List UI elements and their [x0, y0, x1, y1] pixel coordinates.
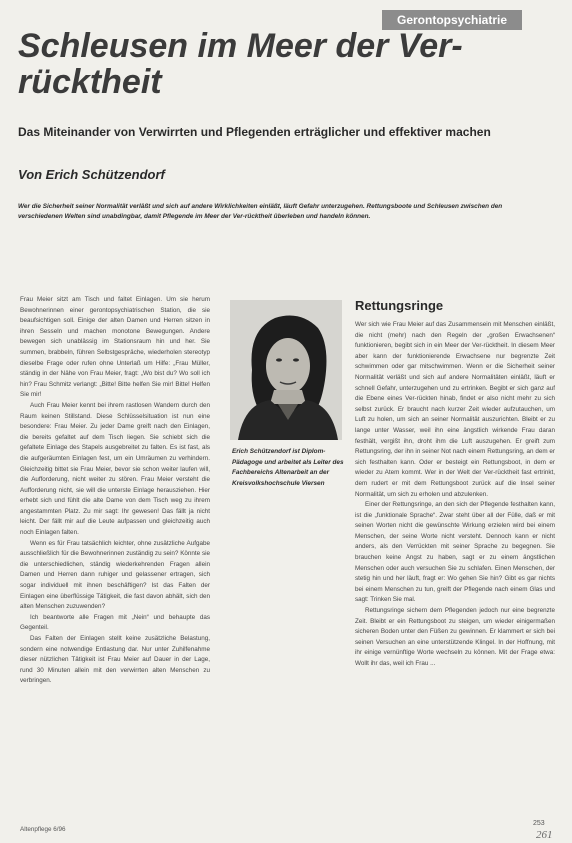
- photo-caption: Erich Schützendorf ist Diplom-Pädagoge und arbeitet als Leiter des Fachbereichs Altenarbeit an der Kreisvolkshochschule Viersen: [232, 448, 344, 487]
- intro-paragraph: Wer die Sicherheit seiner Normalität verläßt und sich auf andere Wirklichkeiten einläßt, läuft Gefahr unterzugehen. Rettungsboote und Schleusen zwischen den verschiedenen Welten sind unabdingbar, damit Pflegende im Meer der Ver-rücktheit überleben und handeln können.: [18, 203, 503, 220]
- right-paragraph-2: Einer der Rettungsringe, an den sich der Pflegende festhalten kann, ist die „funktionale Sprache“. Zwar steht über all der Fülle, daß er mit seinen Worten nicht die gewünschte Wirkung erzielen wird bei einem Menschen, der seine Worte nicht versteht. Dennoch kann er nicht anders, als den Verrückten mit seiner Sprache zu begegnen. Sie brauchen keine Angst zu haben, sagt er zu einem ängstlichen Menschen oder auch versuchen Sie zu schlafen. Einen Menschen, der stetig hin und her läuft, fragt er: Wo gehen Sie hin? Gibt es gar nichts bei einem Menschen zu tun, greift der Pflegende nach einem Glas und sagt: Trinken Sie mal.: [355, 501, 555, 604]
- author-photo: [230, 300, 342, 440]
- article-title: Schleusen im Meer der Ver-rücktheit: [18, 27, 463, 101]
- rettungsringe-heading: Rettungsringe: [355, 298, 444, 313]
- left-paragraph-4: Ich beantworte alle Fragen mit „Nein“ und behaupte das Gegenteil.: [20, 613, 210, 632]
- right-paragraph-1: Wer sich wie Frau Meier auf das Zusammensein mit Menschen einläßt, die nicht (mehr) nach den Regeln der „großen Erwachsenen“ funktionieren, begibt sich in ein Meer der Ver-rücktheit. In diesem Meer aber kann der funktionierende Erwachsene nur begrenzte Zeit schwimmen oder gar mitschwimmen. Wenn er die Sicherheit seiner Normalität verläßt und sich auf andere Normalitäten einläßt, läuft er schnell Gefahr, unterzugehen und zu ertrinken. Begibt er sich ganz auf die Ebene eines Ver-rückten hinab, findet er also nicht mehr zu sich selbst zurück. Er braucht nach kurzer Zeit wieder aufzutauchen, um Luft zu holen, um sich an seiner Normalität auszurichten. Bleibt er zu lange unter Wasser, weil ihn eine ängstlich wirkende Frau daran festhält, vergißt ihn, droht ihm die Luft auszugehen. Er greift zum Rettungsring, der ihn in seiner Not nach einem Rettungsring, an dem er sich festhalten kann. Oder er besteigt ein Rettungsboot, in dem er wieder zu Atem kommt. Wer in der Welt der Ver-rücktheit fast ertrinkt, dem rudert er mit dem Rettungsboot zurück auf die Insel seiner Normalität, um sich zu erholen und abzulenken.: [355, 321, 555, 498]
- page-number: 253: [533, 820, 545, 827]
- article-subtitle: Das Miteinander von Verwirrten und Pflegenden erträglicher und effektiver machen: [18, 125, 491, 139]
- author-portrait-image: [230, 300, 342, 440]
- right-paragraph-3: Rettungsringe sichern dem Pflegenden jedoch nur eine begrenzte Zeit. Bleibt er ein Rettungsboot zu steigen, um wieder einigermaßen sicheren Boden unter den Füßen zu gewinnen. Er klammert er sich bei seinen Versuchen an eine unterstützende Klingel. In der Hoffnung, mit ihr einige vernünftige Worte wechseln zu können. Mit der Frage etwa: Wollt ihr das, weil ich Frau ...: [355, 607, 555, 667]
- left-paragraph-2: Auch Frau Meier kennt bei ihrem rastlosen Wandern durch den Raum keinen Stillstand. Diese Schlüsselsituation ist nun eine besondere: Frau Meier. Zu jeder Dame greift nach den Einlagen, die bereits gefaltet auf dem Tisch liegen. Sie schiebt sich die gefaltete Einlage des Stapels ausgebreitet zu falten. Es ist fast, als die aufgeräumten Einlagen fest, um ein Umräumen zu verhindern. Gleichzeitig bittet sie Frau Meier, bevor sie schon weiter laufen will, die Aufforderung, nicht weiter zu stören. Frau Meier versteht die Aufforderung nicht, sie will die unterste Einlage herausziehen. Hier erhebt sich und fühlt die alte Dame von dem Tisch weg zu ihrem angestammten Platz. Zu mir sagt: Ihr gewesen! Das fällt ja nicht leicht. Der fällt mir auf die Leute aufpassen und gleichzeitig auch noch Einlagen falten.: [20, 401, 210, 537]
- left-paragraph-3: Wenn es für Frau tatsächlich leichter, ohne zusätzliche Aufgabe ausschließlich für die Bewohnerinnen zuständig zu sein? Könnte sie die unterschiedlichen, ständig wiederkehrenden Fragen allein Damen und Herren dann ruhiger und gelassener ertragen, sich sogar individuell mit ihnen beschäftigen? Ist das Falten der Einlagen eine überflüssige Tätigkeit, die fast davon abhält, sich den alten Menschen zuzuwenden?: [20, 539, 210, 611]
- section-tag: Gerontopsychiatrie: [382, 10, 522, 30]
- handwritten-page-number: 261: [536, 829, 553, 841]
- author-byline: Von Erich Schützendorf: [18, 167, 165, 182]
- right-column: [355, 320, 555, 670]
- left-paragraph-1: Frau Meier sitzt am Tisch und faltet Einlagen. Um sie herum Bewohnerinnen einer gerontopsychiatrischen Station, die sie beaufsichtigen soll. Einige der alten Damen und Herren sitzen in ihren Sesseln und machen monotone Bewegungen. Andere bewegen sich unablässig im Stationsraum hin und her. Sie summen, brabbeln, führen Selbstgespräche, wiederholen stereotyp dieselbe Frage oder rufen ohne Unterlaß um Hilfe: „Frau Müller, ständig in der Nähe von Frau Meier, fragt: „Wo bist du? Wo soll ich hin? Frau Schmitz verlangt: „Bitte! Bitte helfen Sie mir! Bitte! Helfen Sie mir!: [20, 296, 210, 399]
- left-column: [20, 295, 210, 687]
- left-paragraph-5: Das Falten der Einlagen stellt keine zusätzliche Belastung, sondern eine notwendige Entlastung dar. Nur unter Zuhilfenahme dieser nützlichen Tätigkeit ist Frau Meier auf Dauer in der Lage, rund 30 Minuten allein mit den verwirrten alten Menschen zu verbringen.: [20, 635, 210, 685]
- journal-issue-footer: Altenpflege 6/96: [20, 826, 66, 833]
